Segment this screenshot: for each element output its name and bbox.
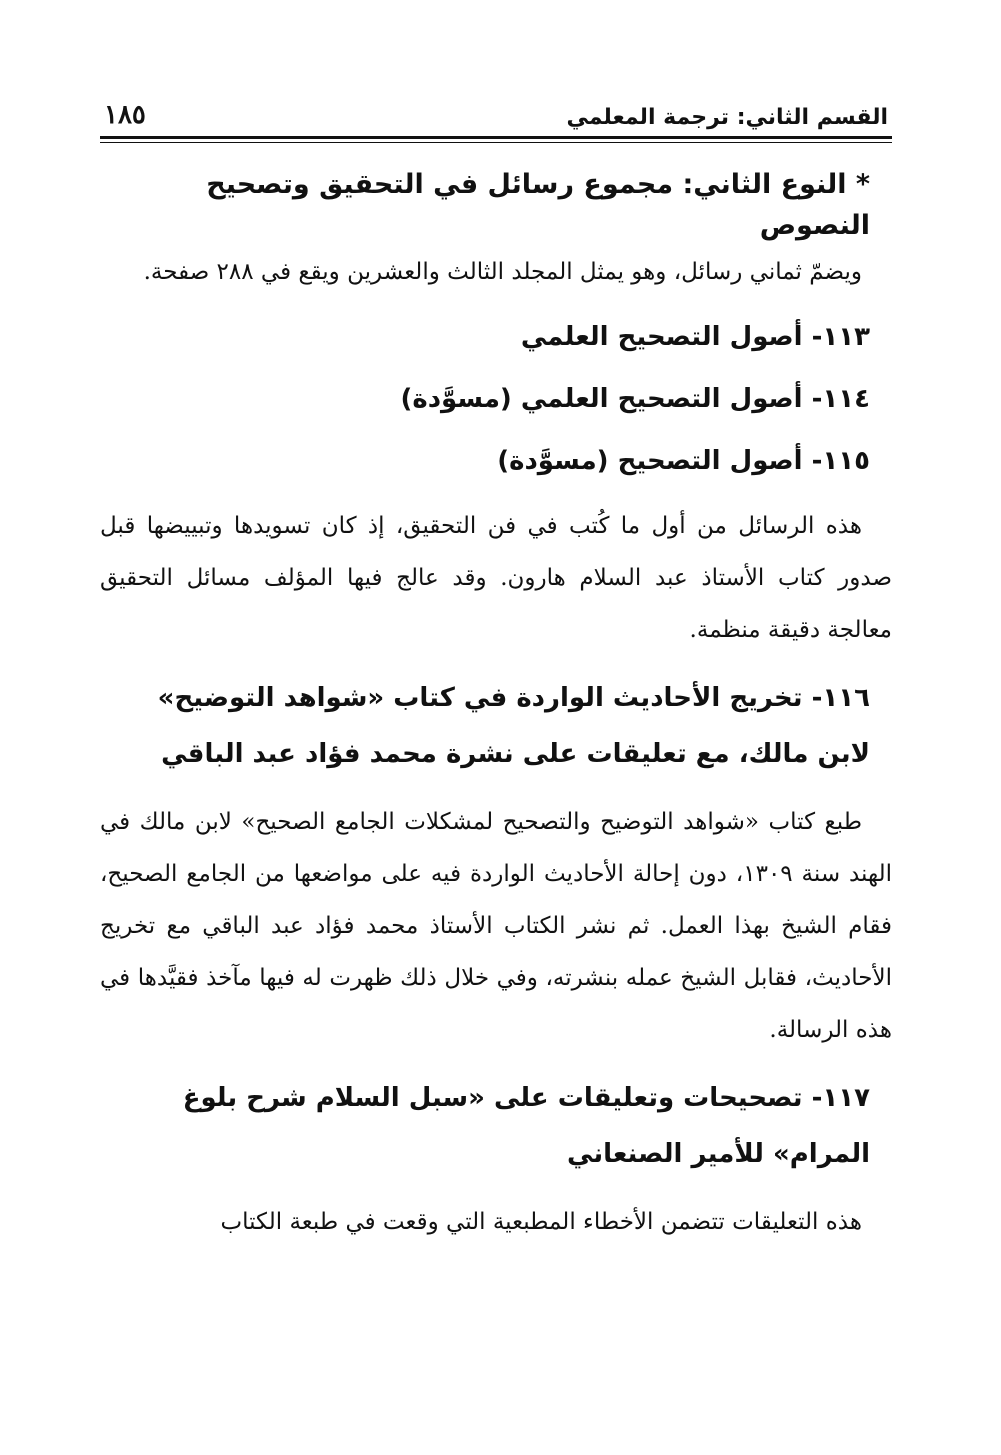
list-item-115: ١١٥- أصول التصحيح (مسوَّدة) (497, 446, 870, 476)
book-page (100, 90, 892, 1430)
running-header (100, 90, 892, 130)
list-item-114: ١١٤- أصول التصحيح العلمي (مسوَّدة) (400, 384, 870, 414)
header-rule-thin (100, 142, 892, 143)
paragraph-shawahid: طبع كتاب «شواهد التوضيح والتصحيح لمشكلات الجامع الصحيح» لابن مالك في الهند سنة ١٣٠٩، دون إحالة الأحاديث الواردة فيه على مواضعها من الجامع الصحيح، فقام الشيخ بهذا العمل. ثم نشر الكتاب الأستاذ محمد فؤاد عبد الباقي مع تخريج الأحاديث، فقابل الشيخ عمله بنشرته، وفي خلال ذلك ظهرت له فيها مآخذ فقيَّدها في هذه الرسالة. (100, 809, 892, 1043)
running-header-title: القسم الثاني: ترجمة المعلمي (566, 105, 888, 130)
list-item-117: ١١٧- تصحيحات وتعليقات على «سبل السلام شرح بلوغ المرام» للأمير الصنعاني (182, 1083, 870, 1169)
page-number: ١٨٥ (104, 100, 146, 130)
paragraph-subul: هذه التعليقات تتضمن الأخطاء المطبعية التي وقعت في طبعة الكتاب (220, 1209, 862, 1235)
header-rule-thick (100, 136, 892, 139)
intro-paragraph: ويضمّ ثماني رسائل، وهو يمثل المجلد الثالث والعشرين ويقع في ٢٨٨ صفحة. (143, 259, 862, 285)
list-item-116: ١١٦- تخريج الأحاديث الواردة في كتاب «شواهد التوضيح» لابن مالك، مع تعليقات على نشرة محمد فؤاد عبد الباقي (157, 683, 870, 769)
paragraph-drafts: هذه الرسائل من أول ما كُتب في فن التحقيق، إذ كان تسويدها وتبييضها قبل صدور كتاب الأستاذ عبد السلام هارون. وقد عالج فيها المؤلف مسائل التحقيق معالجة دقيقة منظمة. (100, 513, 892, 643)
list-item-113: ١١٣- أصول التصحيح العلمي (520, 322, 870, 352)
section-heading: * النوع الثاني: مجموع رسائل في التحقيق وتصحيح النصوص (206, 169, 870, 241)
